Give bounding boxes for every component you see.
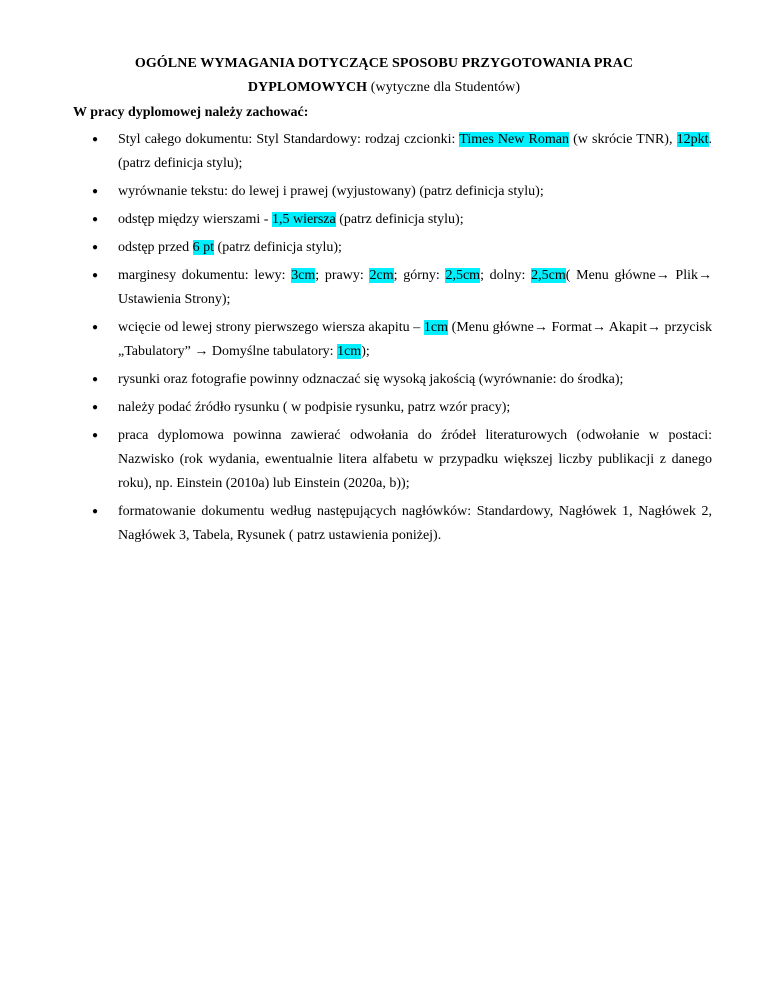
list-item [0, 500, 768, 548]
document-title-bold: DYPLOMOWYCH [247, 80, 368, 95]
bullet-icon: ● [92, 506, 99, 517]
item-text: ; dolny: [480, 268, 532, 283]
list-item [0, 316, 768, 364]
item-text: odstęp między wierszami - [118, 212, 272, 227]
item-text: ; górny: [393, 268, 446, 283]
requirements-list [0, 128, 768, 552]
bullet-icon: ● [92, 242, 99, 253]
item-text: (Menu główne→ Format→ Akapit→ przycisk „Tabulatory” → Domyślne tabulatory: [118, 320, 712, 359]
document-title-line2 [60, 80, 708, 96]
bullet-icon: ● [92, 270, 99, 281]
item-text: marginesy dokumentu: lewy: [118, 268, 292, 283]
list-item [0, 128, 768, 176]
highlighted-text: 2,5cm [445, 268, 481, 283]
highlighted-text: 2,5cm [531, 268, 566, 283]
bullet-icon: ● [92, 402, 99, 413]
highlighted-text: 12pkt [676, 132, 709, 147]
highlighted-text: 3cm [291, 268, 316, 283]
list-item [0, 180, 768, 204]
bullet-icon: ● [92, 374, 99, 385]
item-text: należy podać źródło rysunku ( w podpisie rysunku, patrz wzór pracy); [118, 400, 511, 415]
item-text: ); [361, 344, 370, 359]
item-text: (patrz definicja stylu); [335, 212, 464, 227]
bullet-icon: ● [92, 322, 99, 333]
list-item [0, 236, 768, 260]
item-text: wcięcie od lewej strony pierwszego wiersza akapitu – [118, 320, 424, 335]
intro-heading: W pracy dyplomowej należy zachować: [73, 105, 309, 120]
highlighted-text: 1cm [337, 344, 362, 359]
item-text: ( Menu główne→ Plik→ Ustawienia Strony); [118, 268, 712, 307]
list-item [0, 368, 768, 392]
item-text: wyrównanie tekstu: do lewej i prawej (wyjustowany) (patrz definicja stylu); [118, 184, 544, 199]
highlighted-text: 1cm [423, 320, 449, 335]
bullet-icon: ● [92, 430, 99, 441]
list-item [0, 208, 768, 232]
list-item [0, 396, 768, 420]
item-text: odstęp przed [118, 240, 193, 255]
item-text: ; prawy: [315, 268, 370, 283]
highlighted-text: 1,5 wiersza [271, 212, 336, 227]
item-text: Styl całego dokumentu: Styl Standardowy: rodzaj czcionki: [118, 132, 460, 147]
bullet-icon: ● [92, 186, 99, 197]
item-text: formatowanie dokumentu według następujących nagłówków: Standardowy, Nagłówek 1, Nagłówek 2, Nagłówek 3, Tabela, Rysunek ( patrz ustawienia poniżej). [118, 504, 712, 543]
list-item [0, 264, 768, 312]
item-text: . (patrz definicja stylu); [118, 132, 712, 171]
document-title-subtitle: (wytyczne dla Studentów) [367, 80, 521, 95]
highlighted-text: 2cm [369, 268, 394, 283]
document-title-line1: OGÓLNE WYMAGANIA DOTYCZĄCE SPOSOBU PRZYGOTOWANIA PRAC [134, 56, 634, 71]
bullet-icon: ● [92, 214, 99, 225]
item-text: (patrz definicja stylu); [214, 240, 342, 255]
highlighted-text: 6 pt [192, 240, 215, 255]
bullet-icon: ● [92, 134, 99, 145]
item-text: rysunki oraz fotografie powinny odznaczać się wysoką jakością (wyrównanie: do środka); [118, 372, 624, 387]
item-text: (w skrócie TNR), [568, 132, 677, 147]
highlighted-text: Times New Roman [459, 132, 569, 147]
list-item [0, 424, 768, 496]
item-text: praca dyplomowa powinna zawierać odwołania do źródeł literaturowych (odwołanie w postaci: Nazwisko (rok wydania, ewentualnie litera alfabetu w przypadku większej liczby publikacji z danego roku), np. Einstein (2010a) lub Einstein (2020a, b)); [118, 428, 712, 491]
